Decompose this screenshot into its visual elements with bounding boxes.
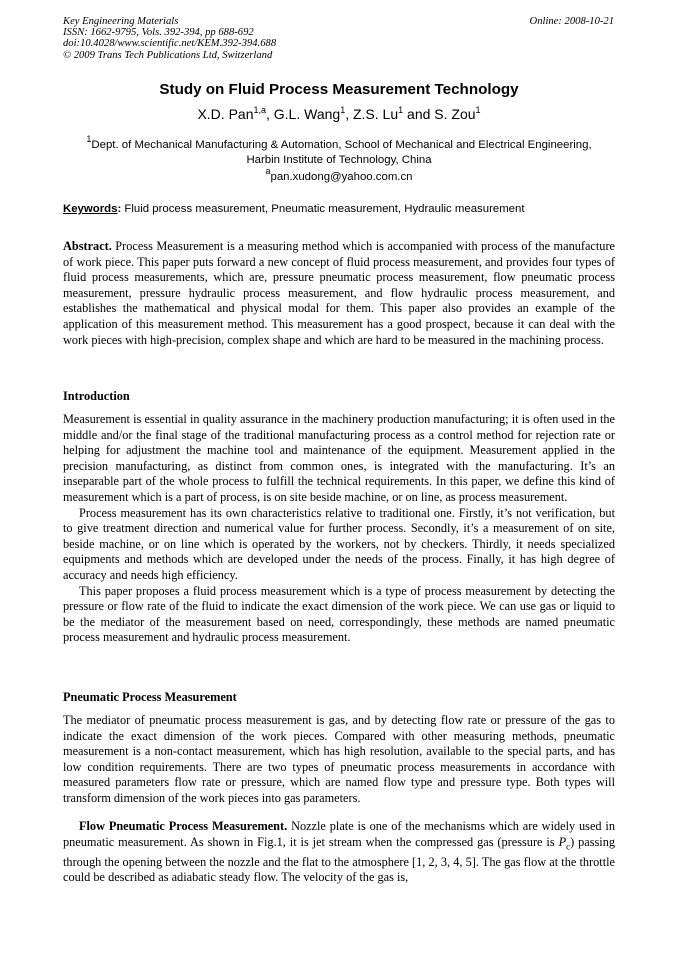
introduction-body — [63, 412, 615, 646]
flow-pneumatic-body: Flow Pneumatic Process Measurement. Nozzle plate is one of the mechanisms which are widely used in pneumatic measurement. As shown in Fig.1, it is jet stream when the compressed gas (pressure is $P_c$) passing through the opening between the nozzle and the flat to the atmosphere [1, 2, 3, 4, 5]. The gas flow at the throttle could be described as adiabatic steady flow. The velocity of the gas is, — [63, 819, 616, 885]
introduction-heading: Introduction — [63, 389, 130, 403]
email-address: pan.xudong@yahoo.com.cn — [270, 171, 413, 183]
author-list: X.D. Pan$^{1,a}$, G.L. Wang$^1$, Z.S. Lu$^1$ and S. Zou$^1$ — [197, 105, 481, 122]
paragraph: Measurement is essential in quality assurance in the machinery production manufacturing; it is often used in the middle and/or the final stage of the traditional manufacturing process as a control method for rejection rate or helping for adjustment the machine tool and maintenance of the equipment. Measurement applied in the precision manufacturing, as distinct from common ones, is integrated with the manufacturing. It’s an inseparable part of the whole process to fulfill the technical requirements. In this paper, we define this kind of measurement which is a part of process, is on site beside machine, or on line, as process measurement. — [63, 412, 615, 504]
journal-doi: doi:10.4028/www.scientific.net/KEM.392-394.688 — [63, 38, 277, 50]
author-sup: 1 — [475, 105, 481, 115]
author-name: S. Zou — [434, 106, 476, 122]
journal-issn: ISSN: 1662-9795, Vols. 392-394, pp 688-692 — [63, 27, 254, 39]
journal-name: Key Engineering Materials — [63, 16, 179, 27]
author-name: Z.S. Lu — [352, 106, 399, 122]
keywords-label: Keywords — [63, 203, 118, 215]
pneumatic-heading: Pneumatic Process Measurement — [63, 690, 237, 704]
author-name: G.L. Wang — [273, 106, 341, 122]
paragraph: Process measurement has its own characteristics relative to traditional one. Firstly, it’s not verification, but to give treatment direction and numerical value for further process. Secondly, it’s a measurement of on site, beside machine, or on line which is operated by the workers, not by checkers. Thirdly, it needs specialized equipments and methods which are developed under the needs of the process. Finally, it has high degree of accuracy and needs high efficiency. — [63, 505, 615, 582]
journal-metadata — [63, 16, 276, 61]
author-sup: 1 — [340, 105, 346, 115]
abstract-text: Process Measurement is a measuring method which is accompanied with process of the manufacture of work piece. This paper puts forward a new concept of fluid process measurement, and provides four types of fluid process measurements, which are, pressure pneumatic process measurement, flow pneumatic process measurement, pressure hydraulic process measurement, and flow hydraulic process measurement, and establishes the mathematical and physical modal for them. This paper also provides an example of the application of this measurement method. This measurement has a good prospect, because it can deal with the work pieces with high-precision, complex shape and which are hard to be measured in the machining process. — [63, 239, 615, 347]
abstract — [63, 239, 615, 348]
keywords: Keywords: Fluid process measurement, Pneumatic measurement, Hydraulic measurement — [63, 203, 525, 215]
affiliation-line1: Dept. of Mechanical Manufacturing & Automation, School of Mechanical and Electrical Engineering, — [91, 139, 592, 151]
affiliation-line2: Harbin Institute of Technology, China — [246, 154, 432, 166]
pneumatic-body — [63, 713, 615, 807]
online-date: Online: 2008-10-21 — [529, 16, 614, 27]
author-name: X.D. Pan — [197, 106, 254, 122]
affiliation — [63, 132, 615, 168]
author-sup: 1,a — [253, 105, 266, 115]
email-sup: a — [265, 166, 271, 176]
flow-pneumatic-label: Flow Pneumatic Process Measurement. — [79, 819, 288, 833]
paper-title: Study on Fluid Process Measurement Technology — [159, 81, 519, 98]
paragraph: The mediator of pneumatic process measurement is gas, and by detecting flow rate or pressure of the gas to indicate the exact dimension of the work pieces. Compared with other measuring methods, pneumatic measurement is a non-contact measurement, which has high resolution, available to the special parts, and has low condition requirements. There are two types of pneumatic process measurements in accordance with measured parameters flow rate or pressure, which are named flow type and pressure type. Both types will transform dimension of the work pieces into gas parameters. — [63, 713, 615, 805]
keywords-text: Fluid process measurement, Pneumatic measurement, Hydraulic measurement — [121, 203, 525, 215]
author-email — [0, 166, 678, 183]
author-sup: 1 — [398, 105, 404, 115]
abstract-label: Abstract. — [63, 239, 112, 253]
journal-copyright: © 2009 Trans Tech Publications Ltd, Switzerland — [63, 49, 273, 61]
pressure-symbol: P — [558, 834, 567, 849]
paragraph: This paper proposes a fluid process measurement which is a type of process measurement by detecting the pressure or flow rate of the fluid to indicate the exact dimension of the work piece. We can use gas or liquid to be the mediator of the measurement based on need, correspondingly, these methods are named pneumatic process measurement and hydraulic process measurement. — [63, 583, 615, 645]
affiliation-sup: 1 — [86, 134, 92, 144]
